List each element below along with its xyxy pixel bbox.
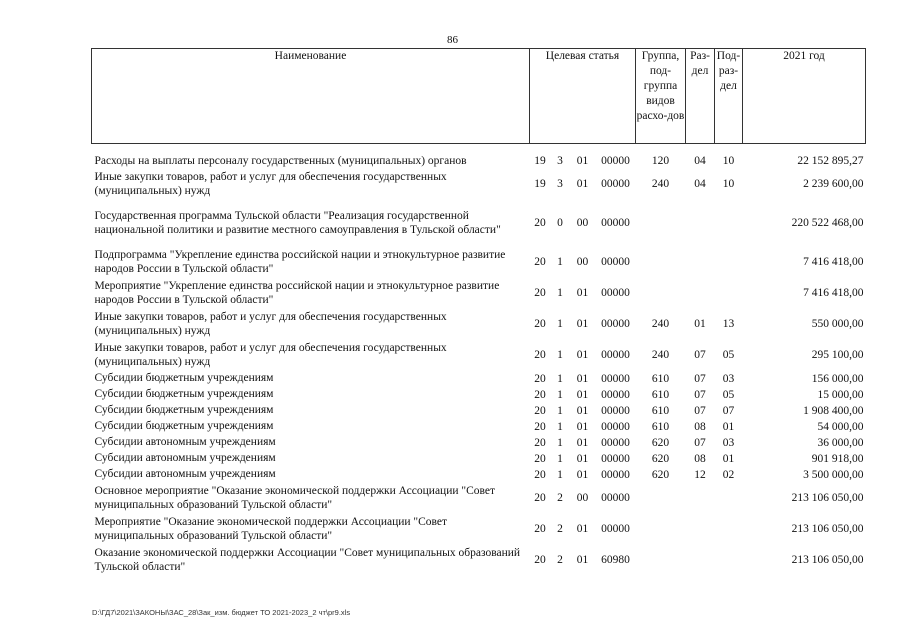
cell-sub: 03	[722, 436, 735, 449]
cell-grp: 610	[651, 388, 670, 401]
cell-sub	[715, 278, 743, 309]
row-name: Подпрограмма "Укрепление единства российской нации и этнокультурное развитие народов России в Тульской области"	[94, 248, 506, 275]
cell-a: 20	[534, 318, 546, 330]
cell-val: 7 416 418,00	[803, 256, 864, 268]
cell-sec: 07	[694, 349, 706, 361]
row-name: Государственная программа Тульской области "Реализация государственной национальной политики и развитие местного самоуправления в Тульской области"	[94, 209, 501, 236]
cell-val: 3 500 000,00	[803, 468, 864, 481]
cell-a: 20	[534, 256, 546, 268]
cell-d: 00000	[601, 436, 630, 449]
cell-grp: 240	[651, 318, 670, 330]
cell-val: 7 416 418,00	[803, 287, 864, 299]
cell-sub: 02	[722, 468, 735, 481]
row-name: Мероприятие "Оказание экономической поддержки Ассоциации "Совет муниципальных образований Тульской области"	[94, 515, 448, 542]
cell-d: 00000	[601, 468, 630, 481]
cell-b: 1	[557, 404, 563, 417]
cell-b: 2	[557, 492, 563, 504]
cell-b: 1	[557, 256, 563, 268]
cell-d: 00000	[601, 388, 630, 401]
table-row	[92, 247, 866, 278]
cell-b: 2	[557, 523, 563, 535]
cell-b: 1	[557, 287, 563, 299]
cell-grp: 610	[651, 372, 670, 385]
cell-b: 1	[557, 468, 563, 481]
table-body	[92, 144, 866, 576]
header-subsection: Под-раз-дел	[715, 49, 743, 144]
cell-a: 20	[534, 388, 546, 401]
header-year: 2021 год	[743, 49, 866, 144]
cell-val: 295 100,00	[811, 349, 864, 361]
table-row	[92, 403, 866, 419]
cell-grp	[636, 200, 686, 247]
cell-sec	[686, 545, 715, 576]
cell-sub: 10	[722, 178, 735, 190]
cell-sub: 05	[722, 388, 735, 401]
cell-sub: 05	[722, 349, 735, 361]
cell-b: 1	[557, 436, 563, 449]
cell-b: 1	[557, 420, 563, 433]
cell-d: 00000	[601, 492, 630, 504]
cell-c: 01	[576, 523, 589, 535]
cell-sec	[686, 483, 715, 514]
header-name: Наименование	[92, 49, 530, 144]
page-number: 86	[447, 34, 458, 46]
row-name: Субсидии бюджетным учреждениям	[94, 404, 274, 417]
cell-val: 156 000,00	[811, 372, 864, 385]
cell-b: 1	[557, 388, 563, 401]
cell-sec: 08	[694, 452, 706, 465]
cell-grp	[636, 278, 686, 309]
cell-sub	[715, 483, 743, 514]
row-name: Субсидии бюджетным учреждениям	[94, 420, 274, 433]
table-row	[92, 419, 866, 435]
header-group: Группа, под-группа видов расхо-дов	[636, 49, 686, 144]
cell-sub: 03	[722, 372, 735, 385]
row-name: Субсидии автономным учреждениям	[94, 468, 276, 481]
cell-grp	[636, 247, 686, 278]
cell-d: 00000	[601, 155, 630, 168]
cell-grp: 610	[651, 420, 670, 433]
table-row	[92, 387, 866, 403]
row-name: Основное мероприятие "Оказание экономической поддержки Ассоциации "Совет муниципальных образований Тульской области"	[94, 484, 496, 511]
cell-d: 00000	[601, 217, 630, 229]
cell-a: 20	[534, 492, 546, 504]
cell-sec: 04	[694, 155, 706, 168]
cell-c: 01	[576, 420, 589, 433]
cell-sec	[686, 247, 715, 278]
cell-b: 3	[557, 155, 563, 168]
cell-sub	[715, 200, 743, 247]
cell-sub	[715, 514, 743, 545]
cell-grp: 620	[651, 468, 670, 481]
cell-d: 00000	[601, 420, 630, 433]
table-row	[92, 483, 866, 514]
cell-val: 2 239 600,00	[803, 178, 864, 190]
cell-sec: 12	[694, 468, 706, 481]
table-row	[92, 371, 866, 387]
row-name: Иные закупки товаров, работ и услуг для обеспечения государственных (муниципальных) нужд	[94, 341, 447, 368]
cell-d: 00000	[601, 404, 630, 417]
cell-val: 901 918,00	[811, 452, 864, 465]
cell-c: 01	[576, 554, 589, 566]
cell-c: 01	[576, 318, 589, 330]
cell-c: 00	[576, 256, 589, 268]
table-row	[92, 467, 866, 483]
cell-sub: 01	[722, 420, 735, 433]
cell-c: 01	[576, 468, 589, 481]
cell-a: 20	[534, 523, 546, 535]
cell-a: 20	[534, 217, 546, 229]
table-row	[92, 144, 866, 169]
budget-table	[91, 48, 866, 576]
cell-grp	[636, 545, 686, 576]
cell-c: 01	[576, 388, 589, 401]
cell-a: 20	[534, 349, 546, 361]
cell-a: 19	[534, 178, 546, 190]
cell-val: 54 000,00	[817, 420, 864, 433]
cell-c: 00	[576, 492, 589, 504]
cell-val: 550 000,00	[811, 318, 864, 330]
cell-c: 01	[576, 436, 589, 449]
row-name: Мероприятие "Укрепление единства российской нации и этнокультурное развитие народов России в Тульской области"	[94, 279, 500, 306]
cell-sub: 10	[722, 155, 735, 168]
cell-a: 20	[534, 404, 546, 417]
table-row	[92, 309, 866, 340]
cell-val: 22 152 895,27	[797, 155, 864, 168]
cell-sub	[715, 247, 743, 278]
cell-a: 20	[534, 420, 546, 433]
cell-grp: 120	[651, 155, 670, 168]
cell-val: 15 000,00	[817, 388, 864, 401]
cell-d: 00000	[601, 318, 630, 330]
table-row	[92, 340, 866, 371]
table-header	[92, 49, 866, 144]
cell-grp	[636, 483, 686, 514]
cell-c: 01	[576, 178, 589, 190]
cell-d: 00000	[601, 178, 630, 190]
cell-sub: 01	[722, 452, 735, 465]
cell-a: 19	[534, 155, 546, 168]
cell-c: 00	[576, 217, 589, 229]
cell-a: 20	[534, 372, 546, 385]
cell-grp: 620	[651, 436, 670, 449]
cell-grp: 240	[651, 349, 670, 361]
cell-sec: 07	[694, 372, 706, 385]
cell-sub: 13	[722, 318, 735, 330]
row-name: Расходы на выплаты персоналу государственных (муниципальных) органов	[94, 155, 467, 167]
table-row	[92, 278, 866, 309]
cell-sec: 01	[694, 318, 706, 330]
cell-d: 00000	[601, 349, 630, 361]
cell-grp: 240	[651, 178, 670, 190]
cell-val: 213 106 050,00	[791, 523, 864, 535]
cell-grp: 620	[651, 452, 670, 465]
cell-sec	[686, 200, 715, 247]
table-row	[92, 200, 866, 247]
cell-a: 20	[534, 452, 546, 465]
cell-sec: 04	[694, 178, 706, 190]
cell-grp	[636, 514, 686, 545]
cell-d: 00000	[601, 256, 630, 268]
cell-val: 36 000,00	[817, 436, 864, 449]
cell-d: 00000	[601, 523, 630, 535]
cell-a: 20	[534, 468, 546, 481]
row-name: Субсидии бюджетным учреждениям	[94, 388, 274, 401]
header-section: Раз-дел	[686, 49, 715, 144]
cell-sub	[715, 545, 743, 576]
cell-c: 01	[576, 372, 589, 385]
cell-d: 00000	[601, 287, 630, 299]
cell-d: 00000	[601, 452, 630, 465]
cell-val: 213 106 050,00	[791, 492, 864, 504]
cell-c: 01	[576, 349, 589, 361]
cell-sec	[686, 514, 715, 545]
file-path-footer: D:\ГД7\2021\ЗАКОНЫ\ЗАС_28\Зак_изм. бюджет ТО 2021-2023_2 чт\pr9.xls	[92, 608, 351, 617]
cell-sec: 08	[694, 420, 706, 433]
cell-sec: 07	[694, 436, 706, 449]
row-name: Субсидии автономным учреждениям	[94, 452, 276, 465]
row-name: Иные закупки товаров, работ и услуг для обеспечения государственных (муниципальных) нужд	[94, 170, 447, 197]
table-row	[92, 435, 866, 451]
row-name: Субсидии бюджетным учреждениям	[94, 372, 274, 385]
cell-d: 60980	[601, 554, 630, 566]
table-row	[92, 169, 866, 200]
cell-sec: 07	[694, 388, 706, 401]
cell-b: 0	[557, 217, 563, 229]
cell-val: 1 908 400,00	[803, 404, 864, 417]
cell-val: 220 522 468,00	[791, 217, 864, 229]
cell-c: 01	[576, 155, 589, 168]
cell-grp: 610	[651, 404, 670, 417]
cell-b: 1	[557, 452, 563, 465]
table-row	[92, 451, 866, 467]
cell-sec	[686, 278, 715, 309]
cell-c: 01	[576, 452, 589, 465]
cell-sec: 07	[694, 404, 706, 417]
cell-c: 01	[576, 404, 589, 417]
cell-a: 20	[534, 554, 546, 566]
cell-d: 00000	[601, 372, 630, 385]
cell-a: 20	[534, 287, 546, 299]
cell-b: 2	[557, 554, 563, 566]
cell-b: 1	[557, 318, 563, 330]
header-target: Целевая статья	[530, 49, 636, 144]
cell-a: 20	[534, 436, 546, 449]
row-name: Оказание экономической поддержки Ассоциации "Совет муниципальных образований Тульской области"	[94, 546, 521, 573]
cell-val: 213 106 050,00	[791, 554, 864, 566]
cell-b: 1	[557, 372, 563, 385]
cell-b: 1	[557, 349, 563, 361]
cell-sub: 07	[722, 404, 735, 417]
row-name: Субсидии автономным учреждениям	[94, 436, 276, 449]
table-row	[92, 545, 866, 576]
cell-c: 01	[576, 287, 589, 299]
table-row	[92, 514, 866, 545]
cell-b: 3	[557, 178, 563, 190]
row-name: Иные закупки товаров, работ и услуг для обеспечения государственных (муниципальных) нужд	[94, 310, 447, 337]
